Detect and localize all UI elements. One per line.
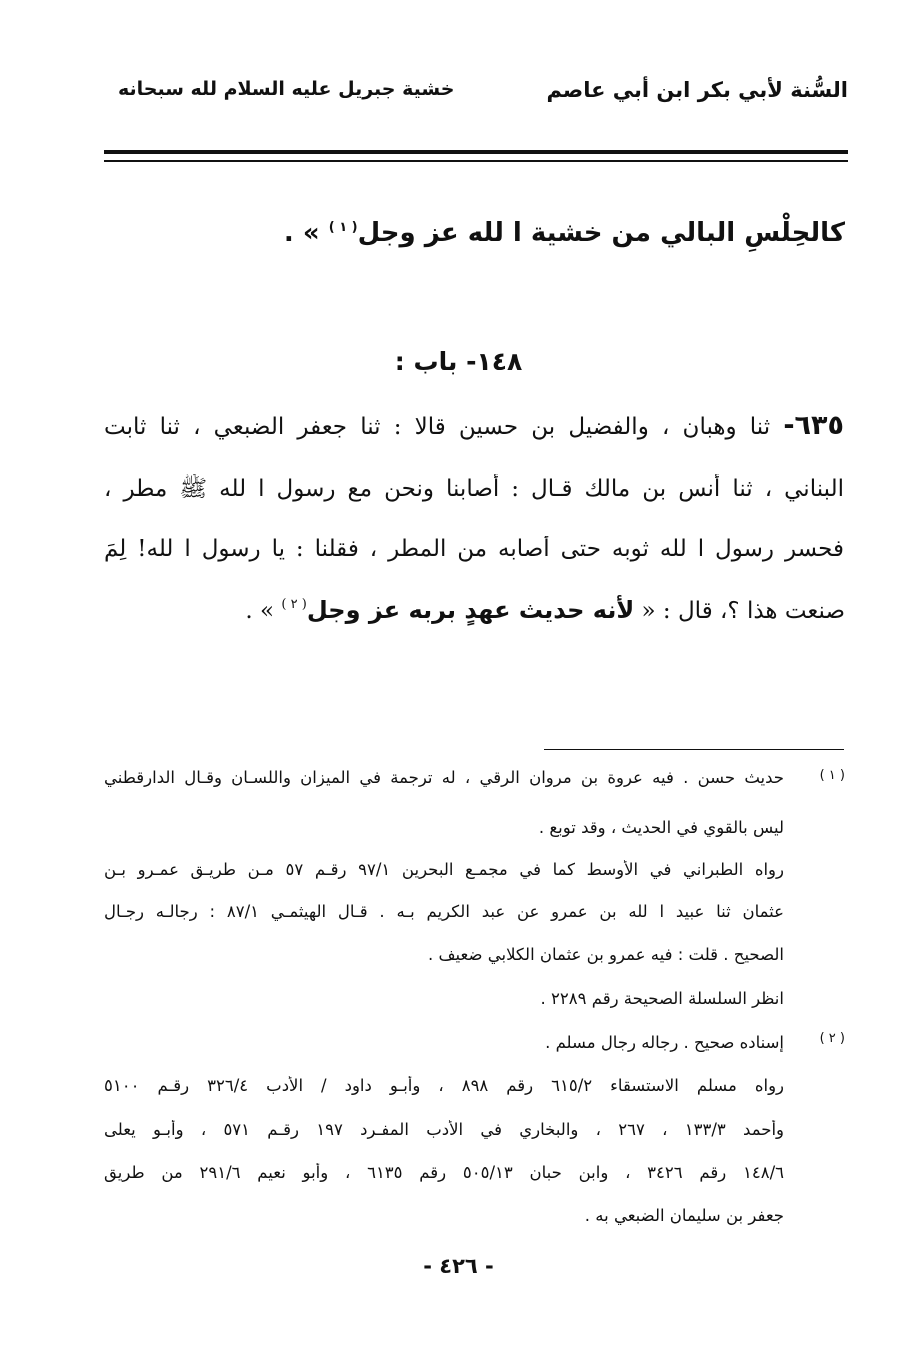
footnote-1-line-2: ليس بالقوي في الحديث ، وقد توبع .: [538, 818, 784, 837]
footnote-1-line-3: رواه الطبراني في الأوسط كما في مجمـع البحرين ٩٧/١ رقـم ٥٧ مـن طريـق عمـرو بـن: [104, 860, 784, 879]
chapter-title: خشية جبريل عليه السلام لله سبحانه: [118, 78, 455, 100]
hadith-line-4-end: » .: [245, 598, 275, 624]
continuation-text: كالحِلْسِ البالي من خشية ا لله عز وجل: [357, 218, 845, 248]
hadith-line-2: البناني ، ثنا أنس بن مالك قـال : أصابنا ونحن مع رسول ا لله ﷺ مطر ،: [104, 476, 844, 502]
hadith-line-4: [245, 596, 845, 624]
hadith-number: ٦٣٥-: [783, 410, 844, 441]
prophet-quote: لأنه حديث عهدٍ بربه عز وجل: [306, 596, 635, 624]
footnote-2-line-4: ١٤٨/٦ رقم ٣٤٢٦ ، وابن حبان ٥٠٥/١٣ رقم ٦١٣٥ ، وأبو نعيم ٢٩١/٦ من طريق: [104, 1163, 784, 1182]
footnote-1-line-1: حديث حسن . فيه عروة بن مروان الرقي ، له ترجمة في الميزان واللسـان وقـال الدارقطني: [104, 768, 784, 787]
footnote-marker-1: ( ١ ): [819, 768, 845, 783]
continuation-line: [284, 218, 845, 248]
footnote-2-line-1: إسناده صحيح . رجاله رجال مسلم .: [545, 1033, 784, 1052]
footnote-1-line-6: انظر السلسلة الصحيحة رقم ٢٢٨٩ .: [540, 989, 784, 1008]
footnote-separator: [544, 749, 844, 750]
footnote-2-line-3: وأحمد ١٣٣/٣ ، ٢٦٧ ، والبخاري في الأدب المفـرد ١٩٧ رقـم ٥٧١ ، وأبـو يعلى: [104, 1120, 784, 1139]
continuation-end: » .: [283, 218, 320, 248]
hadith-line-1: [104, 410, 844, 441]
footnote-ref-1: ( ١ ): [328, 220, 358, 235]
footnote-2-line-5: جعفر بن سليمان الضبعي به .: [584, 1206, 784, 1225]
footnote-1-line-5: الصحيح . قلت : فيه عمرو بن عثمان الكلابي ضعيف .: [427, 945, 784, 964]
hadith-line-3: فحسر رسول ا لله ثوبه حتى أصابه من المطر ، فقلنا : يا رسول ا لله! لِمَ: [104, 536, 844, 562]
page-number: - ٤٢٦ -: [423, 1254, 494, 1278]
hadith-text-1: ثنا وهبان ، والفضيل بن حسين قالا : ثنا جعفر الضبعي ، ثنا ثابت: [104, 414, 771, 440]
hadith-line-4-start: صنعت هذا ؟، قال : «: [641, 598, 845, 624]
header-rule-thin: [104, 160, 848, 162]
book-title: السُّنة لأبي بكر ابن أبي عاصم: [546, 78, 848, 102]
running-header: [118, 78, 848, 118]
bab-heading: ١٤٨- باب :: [394, 347, 523, 376]
footnote-ref-2: ( ٢ ): [281, 597, 307, 612]
footnote-2-line-2: رواه مسلم الاستسقاء ٦١٥/٢ رقم ٨٩٨ ، وأبـو داود / الأدب ٣٢٦/٤ رقـم ٥١٠٠: [104, 1076, 784, 1095]
header-rule-thick: [104, 150, 848, 154]
footnote-marker-2: ( ٢ ): [819, 1031, 845, 1046]
footnote-1-line-4: عثمان ثنا عبيد ا لله بن عمرو عن عبد الكريم بـه . قـال الهيثمـي ٨٧/١ : رجالـه رجـال: [104, 902, 784, 921]
